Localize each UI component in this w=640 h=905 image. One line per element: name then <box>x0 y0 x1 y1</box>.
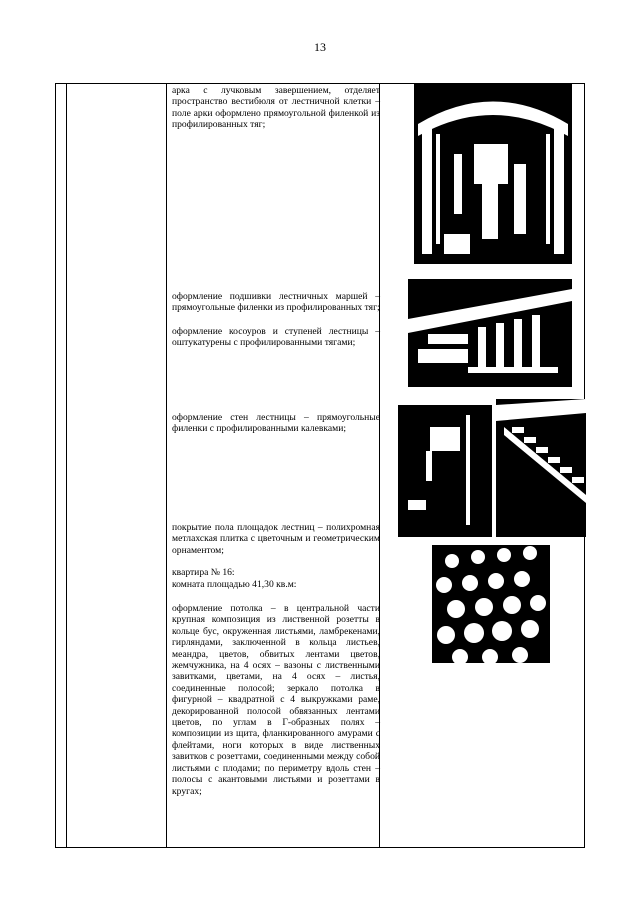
photo-stair-wall <box>398 405 492 537</box>
column-divider <box>166 84 167 847</box>
description-arch: арка с лучковым завершением, отделяет пространство вестибюля от лестничной клетки – поле арки оформлено прямоугольной филенкой из профилированных тяг; <box>172 85 380 131</box>
description-ceiling: оформление потолка – в центральной части крупная композиция из лиственной розетты в кольце бус, окруженная листьями, ламбрекенами, гирляндами, заключенной в кольца листьев, меандра, цветов, обвитых лентами цветов, жемчужника, на 4 осях – вазоны с лиственными завитками, цветами, на 4 осях – листья, соединенные полосой; зеркало потолка в фигурной – квадратной с 4 выкружками раме, декорированной полосой обвязанных лентами цветов, по углам в Г-образных полях – композиции из щита, фланкированного амурами с флейтами, ноги которых в виде лиственных завитков с розеттами, соединенными между собой листьями с плодами; по периметру вдоль стен – полосы с акантовыми листьями и розеттами в кругах; <box>172 603 380 797</box>
apartment-heading: квартира № 16: <box>172 567 235 578</box>
photo-arch <box>414 84 572 264</box>
description-stair-walls: оформление стен лестницы – прямоугольные филенки с профилированными калевками; <box>172 412 380 435</box>
room-heading: комната площадью 41,30 кв.м: <box>172 579 297 590</box>
description-stair-soffit: оформление подшивки лестничных маршей – прямоугольные филенки из профилированных тяг; <box>172 291 380 314</box>
photo-floor-tiles <box>432 545 550 663</box>
photo-stair-soffit <box>408 279 572 387</box>
photo-stair-steps <box>496 399 586 537</box>
column-divider <box>66 84 67 847</box>
description-stringers: оформление косоуров и ступеней лестницы – оштукатурены с профилированными тягами; <box>172 326 380 349</box>
page-number: 13 <box>314 40 326 54</box>
description-floor-tiles: покрытие пола площадок лестниц – полихромная метлахская плитка с цветочным и геометрическим орнаментом; <box>172 522 380 556</box>
